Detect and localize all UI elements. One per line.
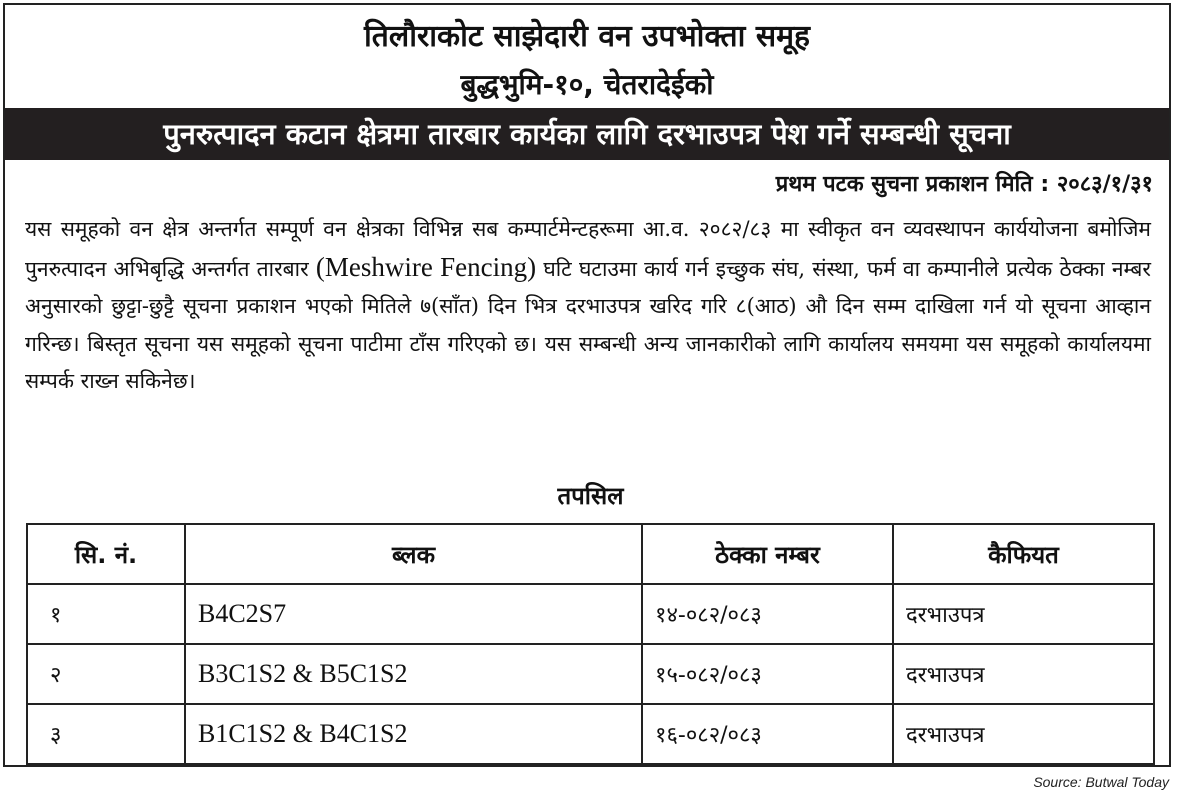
- table-row: [27, 644, 1154, 704]
- cell-remarks: दरभाउपत्र: [893, 644, 1154, 704]
- header-contract-number: ठेक्का नम्बर: [642, 524, 893, 584]
- cell-serial: १: [27, 584, 185, 644]
- cell-contract-number: १४-०८२/०८३: [642, 584, 893, 644]
- cell-contract-number: १६-०८२/०८३: [642, 704, 893, 764]
- table-header-row: [27, 524, 1154, 584]
- cell-block: B4C2S7: [185, 584, 642, 644]
- cell-remarks: दरभाउपत्र: [893, 704, 1154, 764]
- cell-remarks: दरभाउपत्र: [893, 584, 1154, 644]
- publish-date: प्रथम पटक सुचना प्रकाशन मिति : २०८३/१/३१: [775, 172, 1153, 197]
- notice-body: [25, 211, 1151, 401]
- table-row: [27, 704, 1154, 764]
- notice-body-part1: यस समूहको वन क्षेत्र अन्तर्गत सम्पूर्ण वन क्षेत्रका विभिन्न सब कम्पार्टमेन्टहरूमा आ.व. २०८२/८३ मा स्वीकृत वन व्यवस्थापन कार्ययोजना बमोजिम पुनरुत्पादन अभिबृद्धि अन्तर्गत तारबार: [25, 217, 1151, 281]
- organization-name: तिलौराकोट साझेदारी वन उपभोक्ता समूह: [364, 19, 810, 54]
- cell-block: B1C1S2 & B4C1S2: [185, 704, 642, 764]
- organization-address: बुद्धभुमि-१०, चेतरादेईको: [460, 68, 714, 101]
- source-credit: Source: Butwal Today: [1033, 774, 1169, 790]
- cell-serial: २: [27, 644, 185, 704]
- schedule-table: [26, 523, 1155, 765]
- cell-serial: ३: [27, 704, 185, 764]
- table-row: [27, 584, 1154, 644]
- header-block: ब्लक: [185, 524, 642, 584]
- header-remarks: कैफियत: [893, 524, 1154, 584]
- cell-contract-number: १५-०८२/०८३: [642, 644, 893, 704]
- notice-title-banner: पुनरुत्पादन कटान क्षेत्रमा तारबार कार्यका लागि दरभाउपत्र पेश गर्ने सम्बन्धी सूचना: [5, 108, 1169, 160]
- cell-block: B3C1S2 & B5C1S2: [185, 644, 642, 704]
- notice-body-part2: घटि घटाउमा कार्य गर्न इच्छुक संघ, संस्था, फर्म वा कम्पानीले प्रत्येक ठेक्का नम्बर अनुसारको छुट्टा-छुट्टै सूचना प्रकाशन भएको मितिले ७(साँत) दिन भित्र दरभाउपत्र खरिद गरि ८(आठ) औ दिन सम्म दाखिला गर्न यो सूचना आव्हान गरिन्छ। बिस्तृत सूचना यस समूहको सूचना पाटीमा टाँस गरिएको छ। यस सम्बन्धी अन्य जानकारीको लागि कार्यालय समयमा यस समूहको कार्यालयमा सम्पर्क राख्न सकिनेछ।: [25, 256, 1151, 393]
- header-serial: सि. नं.: [27, 524, 185, 584]
- schedule-title: तपसिल: [557, 482, 624, 510]
- notice-body-english: (Meshwire Fencing): [315, 251, 537, 282]
